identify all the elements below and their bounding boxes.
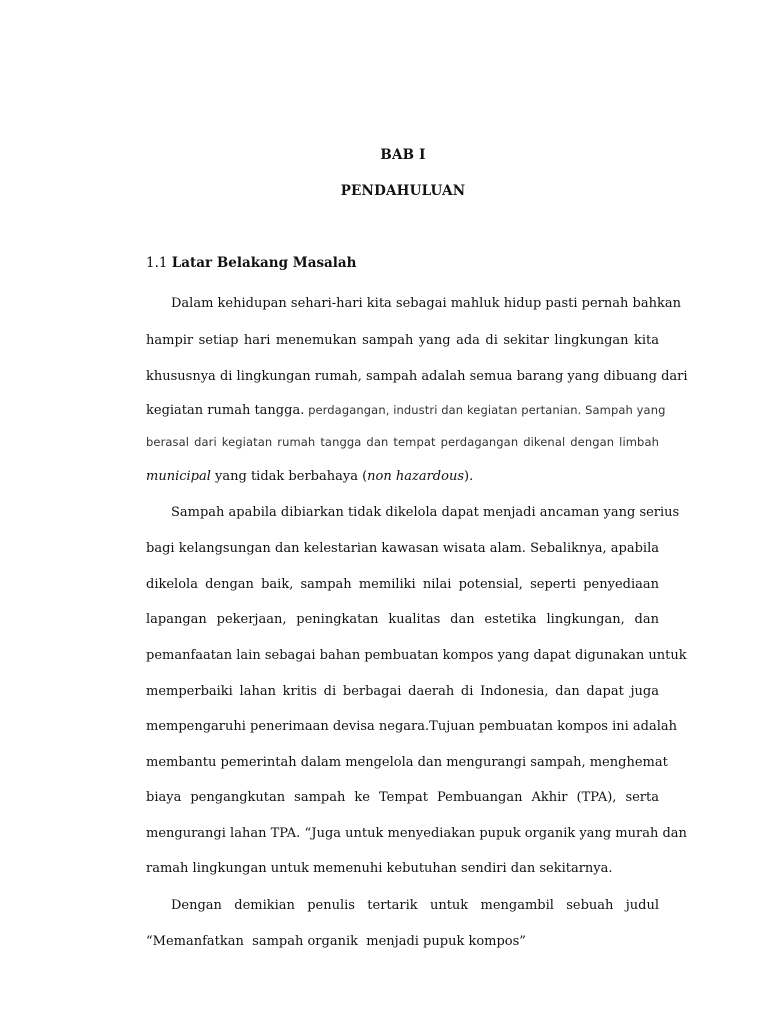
italic-term-non-hazardous: non hazardous — [367, 469, 464, 484]
paragraph-line: Dengan demikian penulis tertarik untuk mengambil sebuah judul — [171, 898, 659, 913]
text-sans-segment: perdagangan, industri dan kegiatan pertanian. Sampah yang — [304, 403, 666, 417]
chapter-title: PENDAHULUAN — [340, 183, 466, 199]
paragraph-line: mengurangi lahan TPA. “Juga untuk menyediakan pupuk organik yang murah dan — [146, 826, 687, 841]
section-number: 1.1 — [146, 255, 168, 271]
section-heading — [146, 255, 356, 271]
chapter-number: BAB I — [380, 147, 426, 163]
paragraph-line: hampir setiap hari menemukan sampah yang ada di sekitar lingkungan kita — [146, 333, 659, 348]
paragraph-line: Sampah apabila dibiarkan tidak dikelola dapat menjadi ancaman yang serius — [171, 505, 680, 520]
paragraph-line-last — [146, 469, 659, 484]
italic-term-municipal: municipal — [146, 469, 211, 484]
paragraph-line: dikelola dengan baik, sampah memiliki nilai potensial, seperti penyediaan — [146, 577, 659, 592]
paragraph-line: bagi kelangsungan dan kelestarian kawasan wisata alam. Sebaliknya, apabila — [146, 541, 659, 556]
paragraph-line: mempengaruhi penerimaan devisa negara.Tujuan pembuatan kompos ini adalah — [146, 719, 678, 734]
text-segment: ). — [464, 469, 474, 484]
paragraph-line: khususnya di lingkungan rumah, sampah adalah semua barang yang dibuang dari — [146, 369, 688, 384]
paragraph-line: memperbaiki lahan kritis di berbagai daerah di Indonesia, dan dapat juga — [146, 684, 659, 699]
paragraph-line: pemanfaatan lain sebagai bahan pembuatan kompos yang dapat digunakan untuk — [146, 648, 687, 663]
text-segment: yang tidak berbahaya ( — [210, 469, 368, 484]
paragraph-line-mixed — [146, 403, 666, 418]
section-title: Latar Belakang Masalah — [171, 255, 357, 271]
paragraph-line: Dalam kehidupan sehari-hari kita sebagai mahluk hidup pasti pernah bahkan — [171, 296, 681, 311]
paragraph-line-last: “Memanfatkan sampah organik menjadi pupuk kompos” — [146, 934, 526, 949]
text-serif-segment: kegiatan rumah tangga. — [146, 403, 305, 418]
paragraph-line-sans: berasal dari kegiatan rumah tangga dan tempat perdagangan dikenal dengan limbah — [146, 435, 659, 449]
paragraph-line: biaya pengangkutan sampah ke Tempat Pembuangan Akhir (TPA), serta — [146, 790, 659, 805]
paragraph-line-last: ramah lingkungan untuk memenuhi kebutuhan sendiri dan sekitarnya. — [146, 861, 613, 876]
paragraph-line: lapangan pekerjaan, peningkatan kualitas dan estetika lingkungan, dan — [146, 612, 659, 627]
paragraph-line: membantu pemerintah dalam mengelola dan mengurangi sampah, menghemat — [146, 755, 668, 770]
